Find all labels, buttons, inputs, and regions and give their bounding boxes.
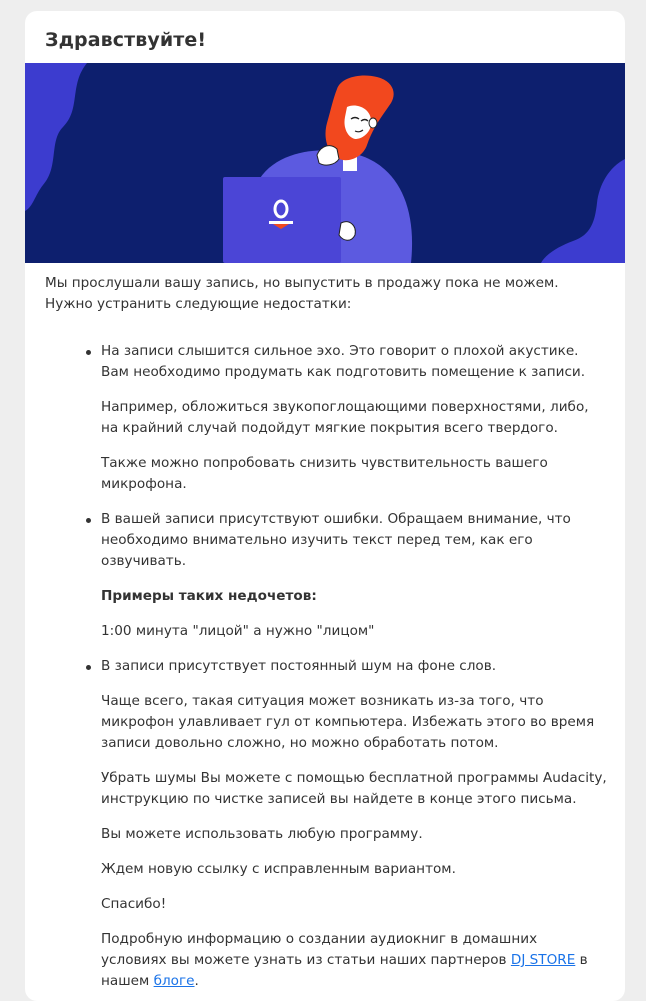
issues-list <box>45 341 607 992</box>
list-item <box>45 341 607 495</box>
issue-title: В вашей записи присутствуют ошибки. Обращаем внимание, что необходимо внимательно изучить текст перед тем, как его озвучивать. <box>101 511 571 569</box>
issue-paragraph: Убрать шумы Вы можете с помощью бесплатной программы Audacity, инструкцию по чистке записей вы найдете в конце этого письма. <box>101 770 607 807</box>
bullet-icon <box>86 665 91 670</box>
issue-paragraph: Ждем новую ссылку с исправленным вариантом. <box>101 861 456 877</box>
issue-paragraph: Чаще всего, такая ситуация может возникать из-за того, что микрофон улавливает гул от компьютера. Избежать этого во время записи довольно сложно, но можно обработать потом. <box>101 693 595 751</box>
issue-paragraph: Например, обложиться звукопоглощающими поверхностями, либо, на крайний случай подойдут мягкие покрытия всего твердого. <box>101 399 589 436</box>
bullet-icon <box>86 350 91 355</box>
footer-text-middle: в нашем <box>101 952 588 989</box>
intro-text: Мы прослушали вашу запись, но выпустить в продажу пока не можем. Нужно устранить следующие недостатки: <box>45 275 559 312</box>
issue-paragraph: Также можно попробовать снизить чувствительность вашего микрофона. <box>101 455 548 492</box>
greeting-heading: Здравствуйте! <box>45 29 207 51</box>
bullet-icon <box>86 518 91 523</box>
issue-title: В записи присутствует постоянный шум на фоне слов. <box>101 658 497 674</box>
list-item <box>45 656 607 992</box>
blog-link[interactable]: блоге <box>153 973 195 989</box>
examples-heading: Примеры таких недочетов: <box>101 588 317 604</box>
email-body <box>45 273 607 1001</box>
footer-text <box>101 929 607 992</box>
banner-illustration <box>25 63 625 263</box>
email-card <box>25 11 625 1001</box>
example-text: 1:00 минута "лицой" а нужно "лицом" <box>101 623 375 639</box>
footer-text-before: Подробную информацию о создании аудиокниг в домашних условиях вы можете узнать из статьи наших партнеров <box>101 931 538 968</box>
issue-title: На записи слышится сильное эхо. Это говорит о плохой акустике. Вам необходимо продумать как подготовить помещение к записи. <box>101 343 586 380</box>
issue-paragraph: Вы можете использовать любую программу. <box>101 826 423 842</box>
list-item <box>45 509 607 642</box>
thanks-text: Спасибо! <box>101 896 167 912</box>
footer-text-after: . <box>194 973 199 989</box>
dj-store-link[interactable]: DJ STORE <box>510 952 576 968</box>
